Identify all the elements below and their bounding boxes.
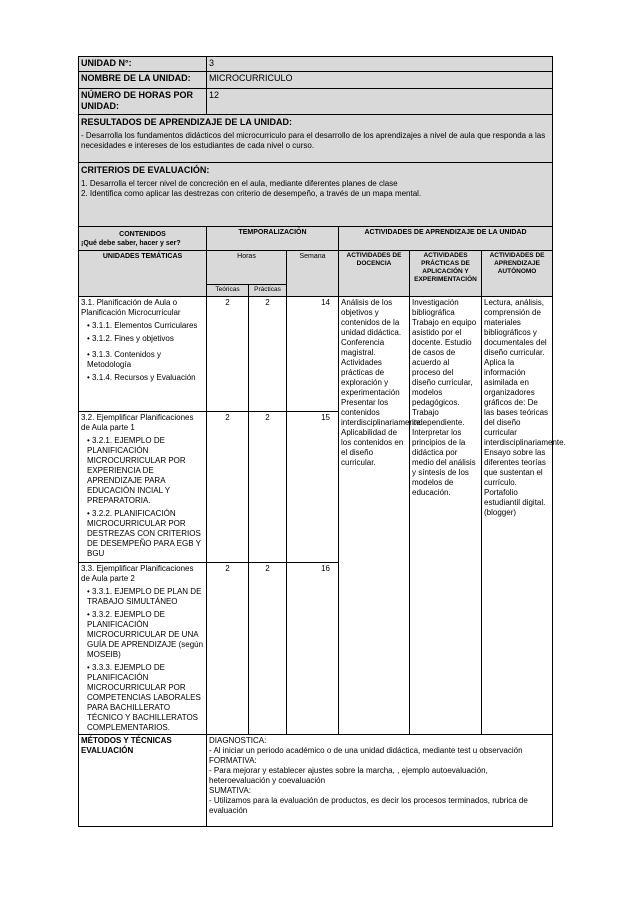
thematic-unit-cell [79,563,207,735]
thematic-subunit: • 3.2.1. EJEMPLO DE PLANIFICACIÓN MICROCURRICULAR POR EXPERIENCIA DE APRENDIZAJE PARA EDUCACIÓN INCIAL Y PREPARATORIA. [87,436,186,505]
unit-name-label: NOMBRE DE LA UNIDAD: [79,72,207,89]
sub-header-row [79,251,553,285]
teaching-activities-text: Análisis de los objetivos y contenidos de la unidad didáctica. Conferencia magistral. Actividades prácticas de exploración y experimentación Presentar los contenidos interdisciplinariamente. Aplicabilidad de los contenidos en el diseño curricular. [339,297,410,735]
evaluation-criterion-1: 1. Desarrolla el tercer nivel de concreción en el aula, mediante diferentes planes de clase [81,179,398,188]
thematic-units-header: UNIDADES TEMÁTICAS [79,251,207,297]
learning-results-title: RESULTADOS DE APRENDIZAJE DE LA UNIDAD: [81,117,293,127]
unit-name-value: MICROCURRICULO [207,72,553,89]
timing-header: TEMPORALIZACIÓN [207,227,339,251]
thematic-subunit: • 3.3.2. EJEMPLO DE PLANIFICACIÓN MICROCURRICULAR DE UNA GUÍA DE APRENDIZAJE (según MOSEIB) [87,610,204,659]
evaluation-method-line: SUMATIVA: [209,786,251,795]
unit-hours-label: NÚMERO DE HORAS POR UNIDAD: [79,89,207,115]
main-header-row [79,227,553,251]
syllabus-document [78,56,566,827]
thematic-unit-cell [79,297,207,412]
thematic-unit-title: 3.2. Ejemplificar Planificaciones de Aula parte 1 [81,413,194,432]
week-value: 16 [287,563,339,735]
thematic-subunit: • 3.1.2. Fines y objetivos [87,334,174,343]
thematic-subunit: • 3.1.3. Contenidos y Metodología [87,350,161,369]
week-value: 14 [287,297,339,412]
evaluation-methods-row [79,735,553,827]
evaluation-method-line: DIAGNOSTICA: [209,736,267,745]
thematic-unit-cell [79,412,207,563]
evaluation-method-line: FORMATIVA: [209,756,257,765]
evaluation-criteria-row [79,163,553,227]
learning-results-row [79,115,553,163]
practical-activities-text: Investigación bibliográfica Trabajo en equipo asistido por el docente. Estudio de casos de acuerdo al proceso del diseño curricular, modelos pedagógicos. Trabajo independiente. Interpretar los principios de la didáctica por medio del análisis y síntesis de los modelos de educación. [410,297,482,735]
table-row [79,297,553,412]
thematic-unit-title: 3.1. Planificación de Aula o Planificación Microcurricular [81,298,181,317]
evaluation-methods-label: MÉTODOS Y TÉCNICAS EVALUACIÓN [79,735,207,827]
thematic-unit-title: 3.3. Ejemplificar Planificaciones de Aula parte 2 [81,564,194,583]
unit-hours-row [79,89,553,115]
week-value: 15 [287,412,339,563]
practice-hours-value: 2 [249,412,287,563]
thematic-subunit: • 3.1.4. Recursos y Evaluación [87,373,196,382]
evaluation-method-line: - Utilizamos para la evaluación de productos, es decir los procesos terminados, rubrica de evaluación [209,796,528,815]
theory-hours-value: 2 [207,412,249,563]
practical-activities-header: ACTIVIDADES PRÁCTICAS DE APLICACIÓN Y EXPERIMENTACIÓN [410,251,482,297]
week-header: Semana [287,251,339,297]
thematic-subunit: • 3.3.3. EJEMPLO DE PLANIFICACIÓN MICROCURRICULAR POR COMPETENCIAS LABORALES PARA BACHILLERATO TÉCNICO Y BACHILLERATOS COMPLEMENTARIOS. [87,663,201,732]
thematic-subunit: • 3.2.2. PLANIFICACIÓN MICROCURRICULAR POR DESTREZAS CON CRITERIOS DE DESEMPEÑO PARA EGB Y BGU [87,509,201,558]
practice-hours-header: Prácticas [249,285,287,297]
unit-table [78,56,566,827]
teaching-activities-header: ACTIVIDADES DE DOCENCIA [339,251,410,297]
theory-hours-value: 2 [207,563,249,735]
learning-results-text: - Desarrolla los fundamentos didácticos del microcurriculo para el desarrollo de los aprendizajes a nivel de aula que responda a las necesidades e intereses de los estudiantes de cada nivel o curso. [81,131,546,150]
evaluation-methods-cell [207,735,553,827]
autonomous-activities-text: Lectura, análisis, comprensión de materiales bibliográficos y documentales del diseño curricular. Aplica la información asimilada en organizadores gráficos de: De las bases teóricas del diseño curricular interdisciplinariamente. Ensayo sobre las diferentes teorías que sustentan el currículo. Portafolio estudiantil digital. (blogger) [482,297,553,735]
activities-header: ACTIVIDADES DE APRENDIZAJE DE LA UNIDAD [339,227,553,251]
autonomous-activities-header: ACTIVIDADES DE APRENDIZAJE AUTÓNOMO [482,251,553,297]
theory-hours-value: 2 [207,297,249,412]
thematic-subunit: • 3.3.1. EJEMPLO DE PLAN DE TRABAJO SIMULTÁNEO [87,587,202,606]
contents-header: CONTENIDOS [119,230,166,238]
thematic-subunit: • 3.1.1. Elementos Curriculares [87,321,198,330]
unit-number-label: UNIDAD N°: [79,57,207,72]
unit-name-row [79,72,553,89]
unit-hours-value: 12 [207,89,553,115]
unit-number-value: 3 [207,57,553,72]
practice-hours-value: 2 [249,563,287,735]
contents-subheader: ¡Qué debe saber, hacer y ser? [81,239,181,247]
hours-header: Horas [207,251,287,285]
unit-number-row [79,57,553,72]
practice-hours-value: 2 [249,297,287,412]
evaluation-criterion-2: 2. Identifica como aplicar las destrezas con criterio de desempeño, a través de un mapa mental. [81,189,422,198]
evaluation-method-line: - Para mejorar y establecer ajustes sobre la marcha, , ejemplo autoevaluación, heteroevaluación y coevaluación [209,766,488,785]
evaluation-method-line: - Al iniciar un periodo académico o de una unidad didáctica, mediante test u observación [209,746,523,755]
theory-hours-header: Teóricas [207,285,249,297]
evaluation-criteria-title: CRITERIOS DE EVALUACIÓN: [81,165,210,175]
